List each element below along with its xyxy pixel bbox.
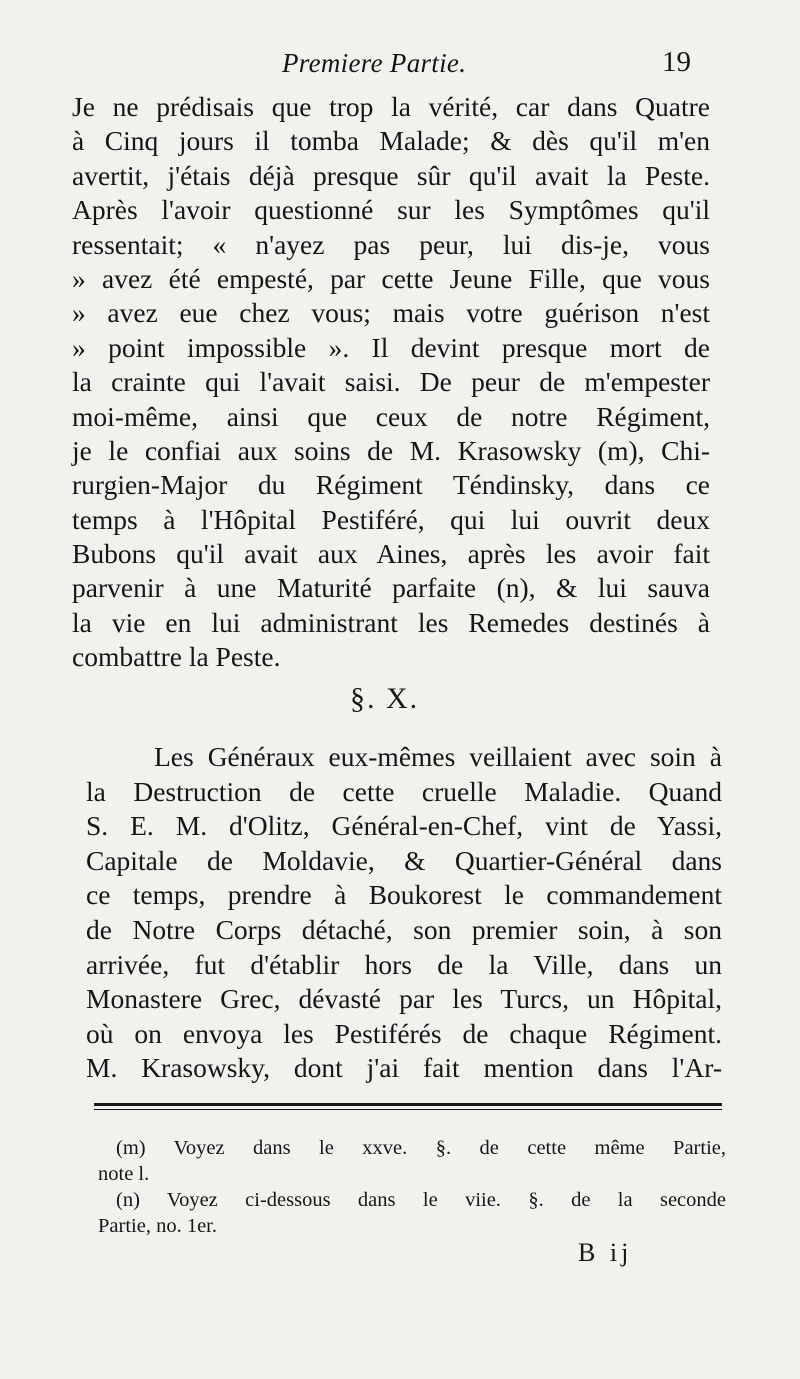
text-line: ce temps, prendre à Boukorest le commandement <box>86 879 722 911</box>
text-line: rurgien-Major du Régiment Téndinsky, dans ce <box>72 469 710 501</box>
text-line: Capitale de Moldavie, & Quartier-Général dans <box>86 844 722 876</box>
text-line: » point impossible ». Il devint presque mort de <box>72 331 710 363</box>
text-line: temps à l'Hôpital Pestiféré, qui lui ouvrit deux <box>72 503 710 535</box>
text-line: Les Généraux eux-mêmes veillaient avec soin à <box>154 741 722 772</box>
footnote-line: (n) Voyez ci-dessous dans le viie. §. de la seconde <box>116 1189 726 1211</box>
text-line: moi-même, ainsi que ceux de notre Régiment, <box>72 400 710 432</box>
text-line: avertit, j'étais déjà presque sûr qu'il avait la Peste. <box>72 159 710 191</box>
signature-mark: B ij <box>578 1238 633 1267</box>
text-line: arrivée, fut d'établir hors de la Ville, dans un <box>86 948 722 980</box>
page-header <box>0 48 800 88</box>
footnote-line: Partie, no. 1er. <box>98 1215 217 1237</box>
page-number: 19 <box>662 46 691 78</box>
footnote-line: (m) Voyez dans le xxve. §. de cette même Partie, <box>116 1137 726 1159</box>
text-line: la vie en lui administrant les Remedes destinés à <box>72 606 710 638</box>
paragraph-2 <box>86 740 722 1086</box>
text-line: Monastere Grec, dévasté par les Turcs, un Hôpital, <box>86 983 722 1015</box>
text-line: » avez eue chez vous; mais votre guérison n'est <box>72 297 710 329</box>
text-line: M. Krasowsky, dont j'ai fait mention dans l'Ar- <box>86 1052 722 1084</box>
text-line: Bubons qu'il avait aux Aines, après les avoir fait <box>72 538 710 570</box>
text-line: de Notre Corps détaché, son premier soin, à son <box>86 913 722 945</box>
text-line: ressentait; « n'ayez pas peur, lui dis-je, vous <box>72 228 710 260</box>
text-line: Je ne prédisais que trop la vérité, car dans Quatre <box>72 91 710 122</box>
text-line: Après l'avoir questionné sur les Symptômes qu'il <box>72 194 710 226</box>
text-line: la Destruction de cette cruelle Maladie. Quand <box>86 775 722 807</box>
footnote-rule-thin <box>94 1109 722 1110</box>
paragraph-1 <box>72 90 710 675</box>
text-line: S. E. M. d'Olitz, Général-en-Chef, vint de Yassi, <box>86 810 722 842</box>
footnote-rule <box>94 1103 722 1106</box>
text-line: où on envoya les Pestiférés de chaque Régiment. <box>86 1017 722 1049</box>
text-line: à Cinq jours il tomba Malade; & dès qu'il m'en <box>72 125 710 157</box>
text-line: je le confiai aux soins de M. Krasowsky (m), Chi- <box>72 434 710 466</box>
text-line: » avez été empesté, par cette Jeune Fille, que vous <box>72 262 710 294</box>
section-heading: §. X. <box>350 682 420 715</box>
text-line: combattre la Peste. <box>72 641 281 673</box>
text-line: parvenir à une Maturité parfaite (n), & lui sauva <box>72 572 710 604</box>
footnote-line: note l. <box>98 1163 150 1185</box>
running-head: Premiere Partie. <box>282 48 467 78</box>
footnotes <box>98 1135 726 1239</box>
text-line: la crainte qui l'avait saisi. De peur de m'empester <box>72 366 710 398</box>
